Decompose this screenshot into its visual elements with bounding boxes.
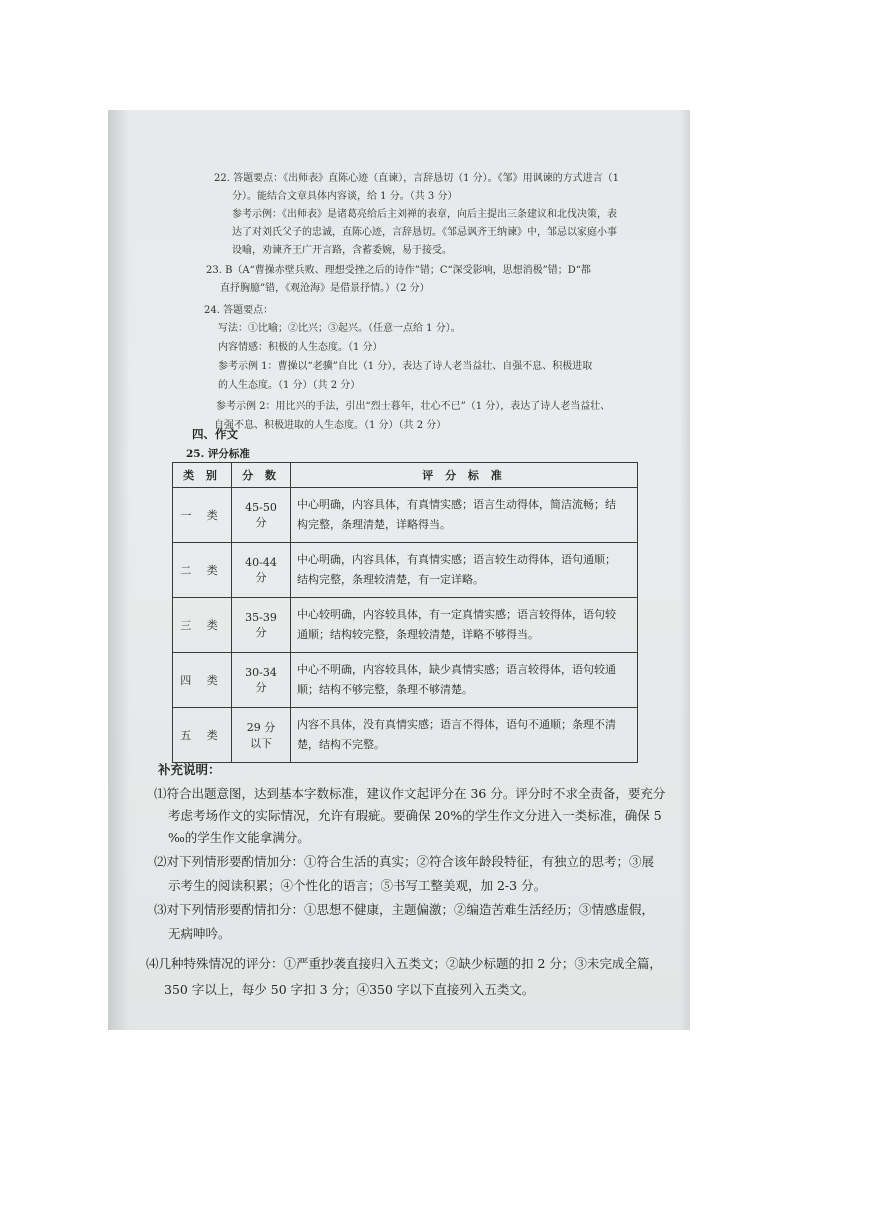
table-row <box>173 653 638 708</box>
q24-line-6: 参考示例 2：用比兴的手法，引出“烈士暮年，壮心不已”（1 分），表达了诗人老当益壮、 <box>216 401 611 412</box>
table-row <box>173 488 638 543</box>
row-category: 三 类 <box>173 598 232 653</box>
grading-table-header <box>173 463 638 488</box>
row-criteria: 中心不明确，内容较具体，缺少真情实感；语言较得体，语句较通 顺；结构不够完整，条理不够清楚。 <box>291 653 638 708</box>
q24-line-1: 24. 答题要点： <box>204 305 274 316</box>
table-row <box>173 598 638 653</box>
header-score: 分 数 <box>232 463 291 488</box>
row-criteria: 内容不具体，没有真情实感；语言不得体，语句不通顺；条理不清 楚，结构不完整。 <box>291 708 638 763</box>
supplement-p1-line-3: ‰的学生作文能拿满分。 <box>168 830 310 845</box>
q24-line-5: 的人生态度。（1 分）（共 2 分） <box>218 380 361 391</box>
section-title: 四、作文 <box>192 427 238 441</box>
row-criteria: 中心较明确，内容较具体，有一定真情实感；语言较得体，语句较 通顺；结构较完整，条理较清楚，详略不够得当。 <box>291 598 638 653</box>
table-row <box>173 543 638 598</box>
row-score: 29 分 以下 <box>232 708 291 763</box>
row-score: 35-39 分 <box>232 598 291 653</box>
header-category: 类 别 <box>173 463 232 488</box>
q22-line-1: 22. 答题要点：《出师表》直陈心迹（直谏），言辞恳切（1 分）。《邹》用讽谏的方式进言（1 <box>214 173 619 184</box>
supplement-p1-line-2: 考虑考场作文的实际情况，允许有瑕疵。要确保 20%的学生作文分进入一类标准，确保 5 <box>168 808 662 823</box>
supplement-p1-line-1: ⑴符合出题意图，达到基本字数标准，建议作文起评分在 36 分。评分时不求全责备，要充分 <box>154 786 666 801</box>
q24-line-4: 参考示例 1：曹操以“老骥”自比（1 分），表达了诗人老当益壮、自强不息、积极进取 <box>218 361 593 372</box>
row-score: 45-50 分 <box>232 488 291 543</box>
q24-line-2: 写法：①比喻；②比兴；③起兴。（任意一点给 1 分）。 <box>218 323 461 334</box>
q23-line-1: 23. B（A“曹操赤壁兵败、理想受挫之后的诗作”错；C“深受影响，思想消极”错；D“都 <box>206 265 591 276</box>
q22-line-4: 达了对刘氏父子的忠诚，直陈心迹，言辞恳切。《邹忌讽齐王纳谏》中，邹忌以家庭小事 <box>232 227 617 238</box>
q23-line-2: 直抒胸臆”错，《观沧海》是借景抒情。）（2 分） <box>220 283 430 294</box>
supplement-p2-line-1: ⑵对下列情形要酌情加分：①符合生活的真实；②符合该年龄段特征，有独立的思考；③展 <box>154 854 655 869</box>
row-category: 四 类 <box>173 653 232 708</box>
q24-line-7: 自强不息、积极进取的人生态度。（1 分）（共 2 分） <box>214 420 447 431</box>
row-criteria: 中心明确，内容具体，有真情实感；语言生动得体，简洁流畅；结 构完整，条理清楚，详略得当。 <box>291 488 638 543</box>
supplement-title: 补充说明： <box>158 762 221 777</box>
row-score: 30-34 分 <box>232 653 291 708</box>
row-category: 一 类 <box>173 488 232 543</box>
q22-line-3: 参考示例：《出师表》是诸葛亮给后主刘禅的表章，向后主提出三条建议和北伐决策，表 <box>232 209 617 220</box>
grading-table <box>172 462 638 763</box>
header-criteria: 评 分 标 准 <box>291 463 638 488</box>
q25-title: 25. 评分标准 <box>186 448 250 460</box>
row-criteria: 中心明确，内容具体，有真情实感；语言较生动得体，语句通顺； 结构完整，条理较清楚，有一定详略。 <box>291 543 638 598</box>
supplement-p4-line-1: ⑷几种特殊情况的评分：①严重抄袭直接归入五类文；②缺少标题的扣 2 分；③未完成全篇， <box>146 956 662 971</box>
row-category: 二 类 <box>173 543 232 598</box>
photographed-page <box>108 110 690 1030</box>
supplement-p2-line-2: 示考生的阅读积累；④个性化的语言；⑤书写工整美观，加 2-3 分。 <box>168 878 547 893</box>
q22-line-2: 分）。能结合文章具体内容谈，给 1 分。（共 3 分） <box>232 191 458 202</box>
q22-line-5: 设喻，劝谏齐王广开言路，含蓄委婉，易于接受。 <box>232 245 452 256</box>
q24-line-3: 内容情感：积极的人生态度。（1 分） <box>218 342 383 353</box>
row-score: 40-44 分 <box>232 543 291 598</box>
supplement-p3-line-2: 无病呻吟。 <box>168 926 231 941</box>
supplement-p4-line-2: 350 字以上，每少 50 字扣 3 分；④350 字以下直接列入五类文。 <box>164 982 535 997</box>
row-category: 五 类 <box>173 708 232 763</box>
table-row <box>173 708 638 763</box>
supplement-p3-line-1: ⑶对下列情形要酌情扣分：①思想不健康，主题偏激；②编造苦难生活经历；③情感虚假， <box>154 902 655 917</box>
